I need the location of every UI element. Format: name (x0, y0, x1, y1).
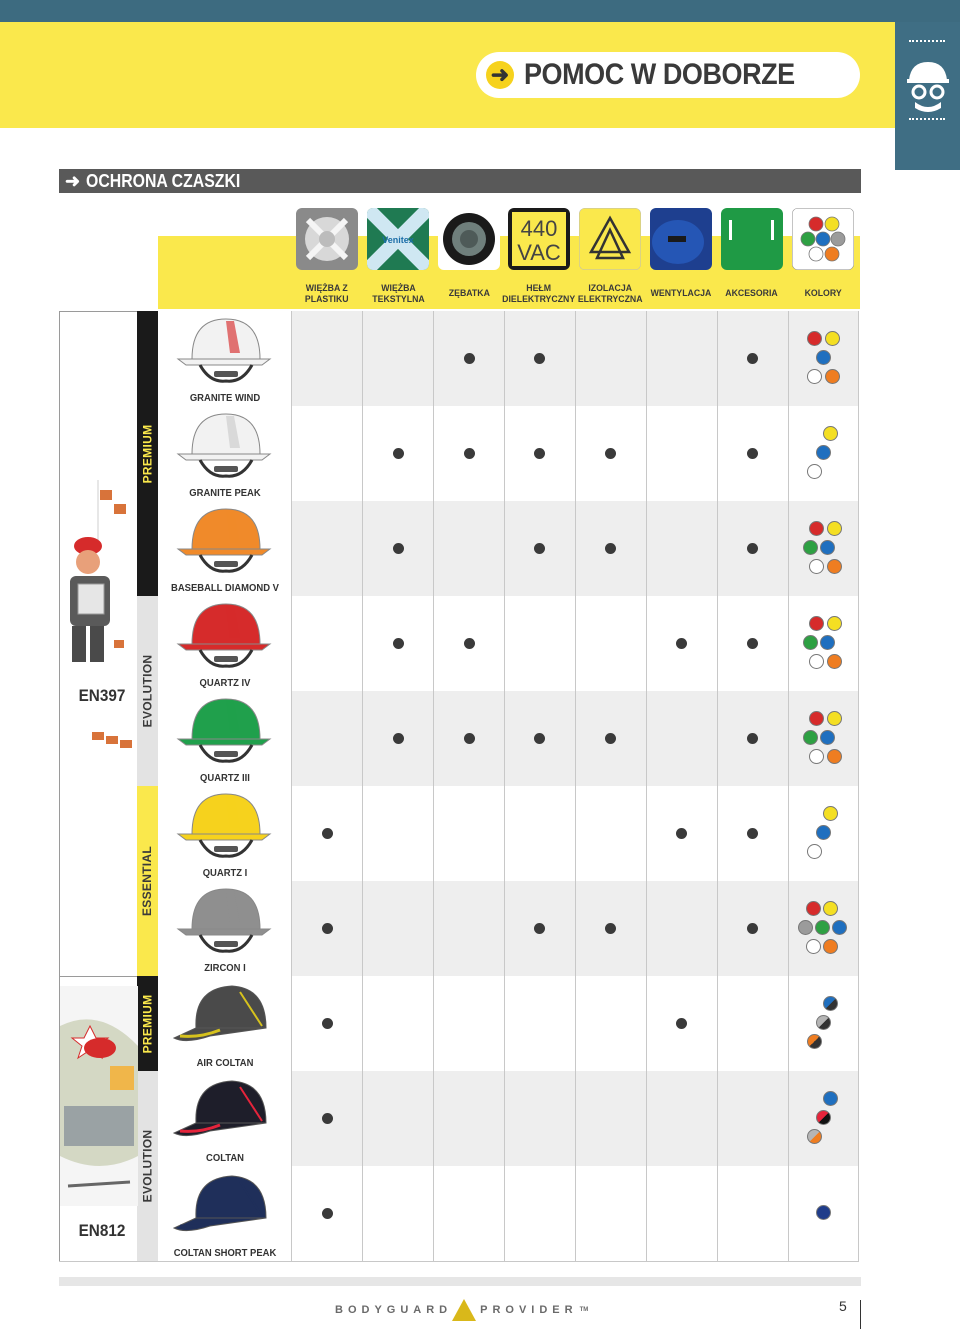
color-swatch (823, 996, 838, 1011)
helmet-image (170, 883, 280, 959)
feature-label (783, 280, 863, 308)
color-swatch (807, 331, 822, 346)
section-bar (59, 169, 861, 193)
table-bottom-line (59, 1261, 859, 1262)
feature-dot (322, 1208, 333, 1219)
dielectric-icon-graphic (508, 208, 570, 270)
feature-dot (534, 923, 545, 934)
color-swatch (825, 331, 840, 346)
feature-dot (605, 543, 616, 554)
feature-dot (322, 923, 333, 934)
product-name: QUARTZ I (202, 867, 248, 879)
page-number: 5 (839, 1298, 847, 1314)
frame-top (59, 311, 137, 312)
helmet-image (170, 503, 280, 579)
column-divider (858, 311, 859, 1261)
frame-divider-en (59, 976, 137, 977)
feature-label (570, 280, 650, 308)
footer-line (59, 1277, 861, 1286)
feature-label-text (575, 283, 645, 306)
feature-dot (534, 353, 545, 364)
color-swatch (809, 521, 824, 536)
color-swatch (820, 540, 835, 555)
svg-text:440: 440 (520, 216, 558, 241)
product-name: GRANITE PEAK (189, 487, 261, 499)
color-swatch (807, 369, 822, 384)
helmet-image (170, 313, 280, 389)
product-name: GRANITE WIND (189, 392, 261, 404)
mechanic-illustration (60, 986, 138, 1206)
color-swatch (807, 464, 822, 479)
feature-label-text (447, 288, 492, 299)
color-swatch (827, 559, 842, 574)
feature-label-text (370, 283, 427, 306)
section-title: OCHRONA CZASZKI (86, 170, 241, 191)
worker-face-icon (905, 58, 951, 118)
color-swatch (806, 939, 821, 954)
feature-dot (534, 543, 545, 554)
feature-dot (393, 543, 404, 554)
bump-cap-image (170, 978, 280, 1054)
product-name: COLTAN (206, 1152, 244, 1164)
color-swatch (815, 920, 830, 935)
worker-illustration (60, 480, 138, 680)
color-swatch (832, 920, 847, 935)
feature-dot (534, 733, 545, 744)
feature-dot (464, 638, 475, 649)
feature-label-text (303, 283, 351, 306)
top-strip (0, 0, 960, 22)
feature-dot (676, 638, 687, 649)
ratchet-icon-graphic (438, 208, 500, 270)
dielectric-icon (508, 208, 570, 270)
color-swatch (803, 730, 818, 745)
product-name: ZIRCON I (204, 962, 246, 974)
brand-right: PROVIDER (480, 1304, 578, 1316)
bricks-illustration (90, 728, 138, 754)
color-swatch (823, 426, 838, 441)
dotted-line (909, 40, 945, 42)
feature-dot (464, 353, 475, 364)
product-name: BASEBALL DIAMOND V (171, 582, 279, 594)
brand-left: BODYGUARD (335, 1304, 453, 1316)
color-swatch (823, 1091, 838, 1106)
feature-dot (605, 448, 616, 459)
feature-label (358, 280, 438, 308)
feature-dot (676, 828, 687, 839)
arrow-right-icon: ➜ (486, 61, 514, 89)
column-divider (504, 311, 505, 1261)
feature-label (499, 280, 579, 308)
feature-label (429, 280, 509, 308)
feature-label-text (803, 288, 843, 299)
feature-label (712, 280, 792, 308)
feature-dot (534, 448, 545, 459)
dotted-line (909, 118, 945, 120)
category-label: PREMIUM (140, 424, 155, 483)
feature-dot (605, 923, 616, 934)
column-divider (575, 311, 576, 1261)
feature-dot (393, 733, 404, 744)
feature-label-text (499, 283, 578, 306)
feature-dot (393, 448, 404, 459)
helmet-image (170, 788, 280, 864)
textile-harness-icon-graphic (367, 208, 429, 270)
textile-harness-icon (367, 208, 429, 270)
electrical-insulation-icon-graphic (579, 208, 641, 270)
color-swatch (803, 540, 818, 555)
column-divider (717, 311, 718, 1261)
color-swatch (809, 749, 824, 764)
helmet-image (170, 693, 280, 769)
brand-tm: TM (579, 1307, 589, 1313)
bump-cap-image (170, 1073, 280, 1149)
color-swatch (809, 559, 824, 574)
page-title: POMOC W DOBORZE (524, 58, 795, 91)
feature-dot (747, 543, 758, 554)
feature-label-line: ELEKTRYCZNA (577, 294, 643, 305)
feature-label-line: DIELEKTRYCZNY (502, 294, 576, 305)
color-swatch (803, 635, 818, 650)
feature-dot (322, 1018, 333, 1029)
color-swatch (816, 445, 831, 460)
feature-dot (747, 923, 758, 934)
column-divider (646, 311, 647, 1261)
color-swatch (827, 711, 842, 726)
feature-label-line: IZOLACJA (588, 282, 632, 294)
color-swatch (806, 901, 821, 916)
feature-label-line: ZĘBATKA (448, 288, 490, 300)
category-band-evolution (137, 1071, 158, 1261)
color-swatch (807, 844, 822, 859)
feature-dot (393, 638, 404, 649)
product-name: QUARTZ III (200, 772, 250, 784)
feature-dot (464, 448, 475, 459)
ventilation-icon-graphic (650, 208, 712, 270)
color-swatch (820, 730, 835, 745)
color-swatch (816, 1015, 831, 1030)
color-swatch (820, 635, 835, 650)
ratchet-icon (438, 208, 500, 270)
feature-label-line: WENTYLACJA (650, 288, 712, 300)
category-band-evolution (137, 596, 158, 786)
colors-icon-graphic (792, 208, 854, 270)
product-name: QUARTZ IV (199, 677, 251, 689)
ventilation-icon (650, 208, 712, 270)
feature-dot (747, 828, 758, 839)
feature-label-line: WIĘŻBA Z (306, 282, 348, 294)
color-swatch (823, 901, 838, 916)
colors-icon (792, 208, 854, 270)
column-divider (291, 311, 292, 1261)
feature-dot (747, 638, 758, 649)
brand-logo (335, 1298, 588, 1322)
color-swatch (798, 920, 813, 935)
feature-dot (322, 828, 333, 839)
color-swatch (825, 369, 840, 384)
category-label: EVOLUTION (140, 1129, 155, 1203)
color-swatch (816, 1110, 831, 1125)
column-divider (788, 311, 789, 1261)
feature-dot (747, 448, 758, 459)
category-label: PREMIUM (140, 994, 155, 1053)
electrical-insulation-icon (579, 208, 641, 270)
title-pill (476, 52, 860, 98)
category-band-essential (137, 786, 158, 976)
plastic-harness-icon (296, 208, 358, 270)
norm-label-en397: EN397 (78, 686, 126, 705)
color-swatch (823, 939, 838, 954)
feature-label-line: KOLORY (804, 288, 842, 300)
color-swatch (807, 1129, 822, 1144)
feature-label (287, 280, 367, 308)
color-swatch (809, 654, 824, 669)
accessories-icon (721, 208, 783, 270)
category-label: ESSENTIAL (140, 845, 155, 917)
page-bar (860, 1300, 861, 1329)
color-swatch (807, 1034, 822, 1049)
feature-dot (747, 733, 758, 744)
svg-text:VAC: VAC (517, 240, 561, 265)
feature-label (641, 280, 721, 308)
plastic-harness-icon-graphic (296, 208, 358, 270)
feature-label-text (723, 288, 780, 299)
accessories-icon-graphic (721, 208, 783, 270)
color-swatch (816, 825, 831, 840)
column-divider (362, 311, 363, 1261)
feature-label-line: WIĘŻBA (380, 282, 416, 294)
category-band-premium (137, 976, 158, 1071)
color-swatch (809, 711, 824, 726)
feature-dot (464, 733, 475, 744)
category-label: EVOLUTION (140, 654, 155, 728)
column-divider (433, 311, 434, 1261)
helmet-image (170, 598, 280, 674)
feature-dot (322, 1113, 333, 1124)
product-name: COLTAN SHORT PEAK (173, 1247, 277, 1259)
norm-label-en812: EN812 (78, 1221, 126, 1240)
svg-text:Venitex: Venitex (382, 235, 414, 245)
bump-cap-image (170, 1168, 280, 1244)
product-name: AIR COLTAN (196, 1057, 254, 1069)
feature-label-text (648, 288, 714, 299)
arrow-right-icon: ➜ (65, 170, 81, 191)
feature-dot (747, 353, 758, 364)
feature-label-line: PLASTIKU (305, 294, 349, 305)
feature-label-line: HEŁM (526, 282, 552, 294)
color-swatch (816, 1205, 831, 1220)
feature-dot (676, 1018, 687, 1029)
feature-dot (605, 733, 616, 744)
feature-label-line: TEKSTYLNA (371, 294, 425, 305)
side-tab (895, 22, 960, 170)
color-swatch (816, 350, 831, 365)
brand-triangle-icon (452, 1299, 476, 1321)
color-swatch (827, 616, 842, 631)
color-swatch (809, 616, 824, 631)
feature-label-line: AKCESORIA (725, 288, 779, 300)
category-band-premium (137, 311, 158, 596)
color-swatch (827, 654, 842, 669)
color-swatch (823, 806, 838, 821)
color-swatch (827, 749, 842, 764)
helmet-image (170, 408, 280, 484)
color-swatch (827, 521, 842, 536)
